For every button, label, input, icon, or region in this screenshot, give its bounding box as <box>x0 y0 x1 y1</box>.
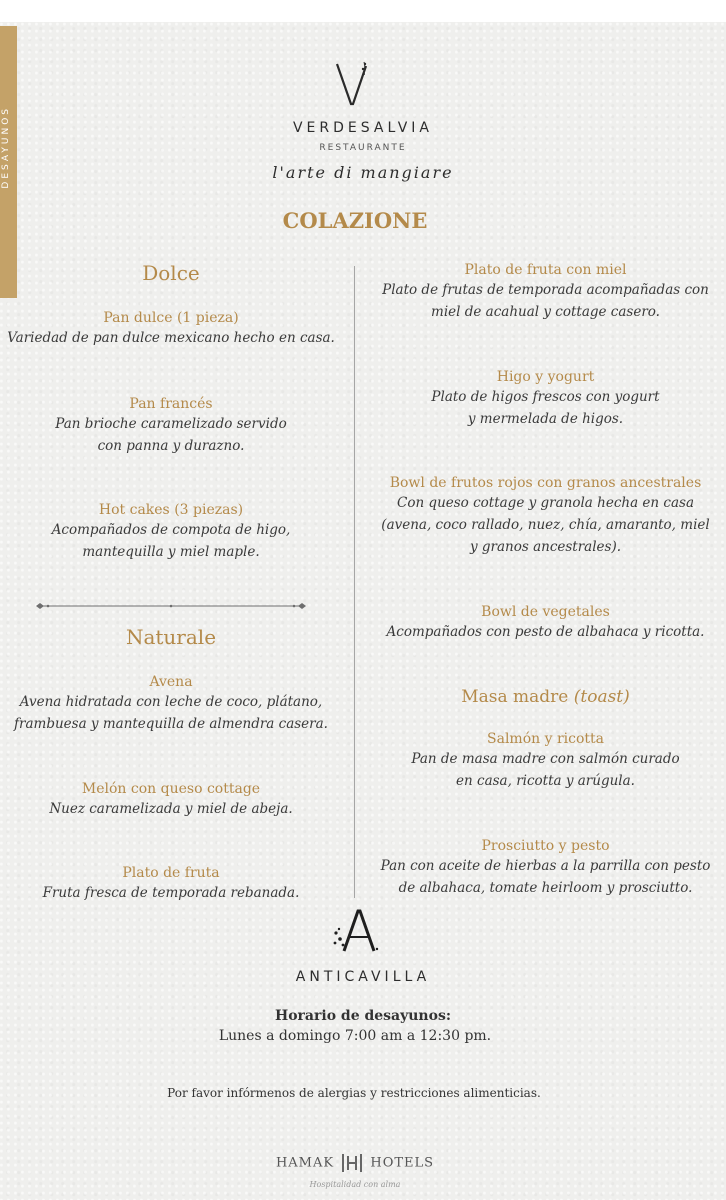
hotel-name-right: HOTELS <box>370 1155 435 1171</box>
hamak-h-icon <box>341 1153 363 1173</box>
column-divider <box>354 266 355 898</box>
item-desc: Fruta fresca de temporada rebanada. <box>42 885 300 901</box>
hours-text: Lunes a domingo 7:00 am a 12:30 pm. <box>218 1028 492 1044</box>
menu-item <box>365 369 726 430</box>
item-desc: Plato de frutas de temporada acompañadas con <box>382 282 709 298</box>
item-name: Avena <box>149 674 193 690</box>
side-tab-label: DESAYUNOS <box>1 106 11 189</box>
allergy-note: Por favor infórmenos de alergias y restricciones alimenticias. <box>167 1086 541 1100</box>
menu-title: COLAZIONE <box>282 208 428 233</box>
item-desc: Pan brioche caramelizado servido <box>55 416 287 432</box>
item-desc: Variedad de pan dulce mexicano hecho en casa. <box>7 330 335 346</box>
item-desc: Pan con aceite de hierbas a la parrilla con pesto <box>380 858 711 874</box>
hours-title: Horario de desayunos: <box>274 1008 452 1024</box>
item-name: Higo y yogurt <box>496 369 595 385</box>
hotel-logo <box>0 1153 710 1173</box>
item-desc: Nuez caramelizada y miel de abeja. <box>49 801 293 817</box>
item-desc: Avena hidratada con leche de coco, plátano, <box>19 694 323 710</box>
item-desc: con panna y durazno. <box>97 438 245 454</box>
menu-item <box>365 475 726 558</box>
side-tab <box>0 26 17 298</box>
menu-item <box>0 865 342 904</box>
item-name: Plato de fruta <box>122 865 220 881</box>
brand-name: VERDESALVIA <box>292 120 434 136</box>
menu-item <box>0 781 342 820</box>
brand-tagline: l'arte di mangiare <box>272 163 454 182</box>
menu-item <box>365 731 726 792</box>
item-desc: mantequilla y miel maple. <box>82 544 260 560</box>
item-desc: y granos ancestrales). <box>469 539 622 555</box>
top-bar <box>0 0 726 22</box>
menu-item <box>0 396 342 457</box>
item-desc: (avena, coco rallado, nuez, chía, amaranto, miel <box>381 517 710 533</box>
hotel-tagline: Hospitalidad con alma <box>309 1180 401 1189</box>
item-desc: de albahaca, tomate heirloom y prosciutto. <box>398 880 693 896</box>
item-name: Melón con queso cottage <box>81 781 261 797</box>
item-name: Bowl de vegetales <box>481 604 610 620</box>
item-desc: Con queso cottage y granola hecha en casa <box>396 495 694 511</box>
item-desc: miel de acahual y cottage casero. <box>431 304 660 320</box>
item-desc: Acompañados de compota de higo, <box>51 522 291 538</box>
item-desc: en casa, ricotta y arúgula. <box>456 773 635 789</box>
section-title-suffix: (toast) <box>573 687 630 707</box>
verdesalvia-logo-icon <box>333 58 373 110</box>
item-name: Salmón y ricotta <box>487 731 604 747</box>
anticavilla-name: ANTICAVILLA <box>295 969 431 985</box>
item-name: Pan francés <box>129 396 213 412</box>
item-desc: y mermelada de higos. <box>467 411 624 427</box>
menu-item <box>0 310 342 349</box>
menu-item <box>365 604 726 643</box>
section-masa-madre-title <box>365 687 726 707</box>
menu-item <box>0 502 342 563</box>
hotel-name-left: HAMAK <box>275 1155 335 1171</box>
item-desc: Pan de masa madre con salmón curado <box>411 751 680 767</box>
ornamental-divider <box>36 601 306 611</box>
item-name: Plato de fruta con miel <box>464 262 627 278</box>
item-desc: Plato de higos frescos con yogurt <box>431 389 660 405</box>
menu-item <box>365 262 726 323</box>
section-naturale-title: Naturale <box>125 625 217 649</box>
item-desc: Acompañados con pesto de albahaca y ricotta. <box>386 624 705 640</box>
section-dolce-title: Dolce <box>142 261 200 285</box>
menu-item <box>0 674 342 735</box>
item-name: Bowl de frutos rojos con granos ancestrales <box>389 475 702 491</box>
brand-subtitle: RESTAURANTE <box>319 143 407 153</box>
section-title: Masa madre <box>461 687 569 707</box>
item-name: Prosciutto y pesto <box>481 838 610 854</box>
anticavilla-logo-icon <box>330 905 380 957</box>
menu-item <box>365 838 726 899</box>
item-name: Pan dulce (1 pieza) <box>103 310 239 326</box>
item-desc: frambuesa y mantequilla de almendra casera. <box>14 716 328 732</box>
item-name: Hot cakes (3 piezas) <box>98 502 244 518</box>
